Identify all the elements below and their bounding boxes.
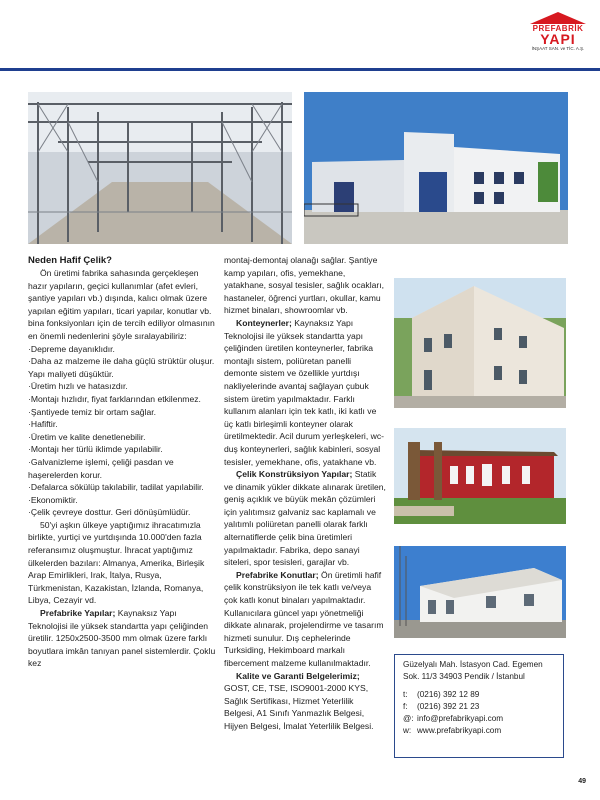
logo-roof-icon [530, 12, 586, 24]
middle-text-column [224, 254, 386, 733]
benefit-item: ·Çelik çevreye dosttur. Geri dönüşümlüdür. [28, 507, 191, 518]
prefab-homes-text: Ön üretimli hafif çelik konstrüksiyon ile tek katlı ve/veya çok katlı konut binaları yapılmaktadır. Kullanıcılara güncel yapı yönetmeliği dikkate alınarak, projelendirme ve tasarım hizmeti sunulur. Dış cephelerinde Turksiding, Hekimboard markalı fibercement malzeme kullanılmaktadır. [224, 569, 384, 668]
benefit-item: ·Depreme dayanıklıdır. [28, 343, 115, 354]
steel-construction-title: Çelik Konstrüksiyon Yapılar; [236, 469, 353, 480]
prefab-homes-title: Prefabrike Konutlar; [236, 569, 319, 580]
benefit-item: ·Daha az malzeme ile daha güçlü strüktür oluşur. Yapı maliyeti düşüktür. [28, 356, 215, 379]
header-rule [0, 68, 600, 71]
section-heading-why-steel: Neden Hafif Çelik? [28, 255, 112, 266]
quality-title: Kalite ve Garanti Belgelerimiz; [236, 670, 360, 681]
contact-phone-row [403, 689, 555, 701]
fax-label: f: [403, 702, 408, 711]
email-label: @: [403, 714, 414, 723]
prefab-buildings-paragraph [28, 607, 218, 670]
warehouse-photo [304, 92, 568, 244]
web-label: w: [403, 726, 412, 735]
fax-value: (0216) 392 21 23 [417, 702, 480, 711]
left-text-column [28, 254, 218, 670]
red-house-photo [394, 428, 566, 524]
benefits-list [28, 343, 218, 519]
contact-address: Güzelyalı Mah. İstasyon Cad. Egemen Sok. 11/3 34903 Pendik / İstanbul [403, 660, 543, 681]
contact-web-row [403, 725, 555, 737]
benefit-item: ·Üretim hızlı ve hatasızdır. [28, 381, 128, 392]
company-logo [530, 12, 586, 60]
export-paragraph: 50'yi aşkın ülkeye yaptığımız ihracatımızla birlikte, yurtiçi ve yurtdışında 10.000'den fazla referansımız oluşmuştur. İhracat yaptığımız ülkelerden bazıları: Almanya, Amerika, Birleşik Arap Emirlikleri, Irak, İtalya, Rusya, Türkmenistan, Kazakistan, İzlanda, Romanya, Libya, Cezayir vd. [28, 519, 205, 606]
containers-text: Kaynaksız Yapı Teknolojisi ile yüksek standartta yapı çeliğinden üretilen konteynerler, fabrika montajlı sistem, poliüretan panelli demonte sistem ve özellikle yurtdışı nakliyelerinde avantaj sağlayan çubuk sistem üretim yapılmaktadır. Farklı kullanım alanları için tek katlı, iki katlı ve üç katlı birleşimli konteyner olarak üretilmektedir. Acil durum yerleşkeleri, wc-duş konteynerleri, sağlık kabinleri, sosyal tesisler, yemekhane, ofis, yatakhane vb. [224, 317, 384, 467]
benefit-item: ·Ekonomiktir. [28, 494, 78, 505]
phone-value[interactable]: (0216) 392 12 89 [417, 690, 480, 699]
contact-fax-row [403, 701, 555, 713]
logo-word-1: PREFABRİK [532, 24, 584, 33]
benefit-item: ·Montajı her türlü iklimde yapılabilir. [28, 444, 163, 455]
benefit-item: ·Şantiyede temiz bir ortam sağlar. [28, 406, 157, 417]
prefab-buildings-title: Prefabrike Yapılar; [40, 608, 116, 619]
steel-construction-text: Statik ve dinamik yükler dikkate alınarak üretilen, geniş açıklık ve büyük mekân çözümleri için yalıtımsız galvaniz sac kaplamalı ve yalıtımlı poliüretan panelli olarak farklı alternatiflerde çelik bina üretimleri yapılmaktadır. Fabrika, depo sanayi siteleri, spor tesisleri, garajlar vb. [224, 469, 386, 568]
containers-title: Konteynerler; [236, 317, 292, 328]
contact-box [394, 654, 564, 758]
benefit-item: ·Galvanizleme işlemi, çeliği pasdan ve haşerelerden korur. [28, 456, 174, 480]
benefit-item: ·Montajı hızlıdır, fiyat farklarından etkilenmez. [28, 393, 201, 404]
white-cabin-photo [394, 546, 566, 638]
steel-construction-paragraph [224, 468, 386, 569]
steel-frame-photo [28, 92, 292, 244]
quality-text: GOST, CE, TSE, ISO9001-2000 KYS, Sağlık Sertifikası, Hizmet Yeterlilik Belgesi, A1 Sınıfı Yanmazlık Belgesi, Hijyen Belgesi, İmalat Yeterlilik Belgesi. [224, 683, 374, 731]
prefab-homes-paragraph [224, 569, 386, 670]
logo-word-2: YAPI [540, 31, 576, 47]
benefit-item: ·Hafiftir. [28, 419, 58, 430]
quality-paragraph [224, 670, 386, 733]
email-link[interactable]: info@prefabrikyapi.com [417, 714, 504, 723]
benefit-item: ·Defalarca sökülüp takılabilir, tadilat yapılabilir. [28, 482, 204, 493]
prefab-buildings-text: Kaynaksız Yapı Teknolojisi ile yüksek standartta yapı çeliğinden üretilir. 1250x2500-3500 mm olmak üzere farklı boyutlara imkân tanıyan panel sistemlerdir. Çoklu kez [28, 608, 216, 669]
page-number: 49 [578, 778, 586, 785]
intro-paragraph: Ön üretimi fabrika sahasında gerçekleşen hazır yapıların, geçici kullanımlar (afet evleri, şantiye yapıları vb.) dışında, kalıcı olmak üzere yapılan eğitim yapıları, ticari yapılar, konutlar vb. bina fonksiyonları için de tercih ediliyor olmasının en önemli nedenlerini şöyle sıralayabiliriz: [28, 268, 215, 341]
contact-email-row [403, 713, 555, 725]
containers-paragraph [224, 317, 386, 468]
logo-subtitle: İNŞAAT SAN. ve TİC. A.Ş. [531, 46, 585, 51]
website-link[interactable]: www.prefabrikyapi.com [417, 726, 502, 735]
phone-label: t: [403, 690, 408, 699]
two-storey-building-photo [394, 278, 566, 408]
continued-paragraph: montaj-demontaj olanağı sağlar. Şantiye kamp yapıları, ofis, yemekhane, yatakhane, sosyal tesisler, sağlık ocakları, hastaneler, öğrenci yurtları, okullar, kamu hizmet binaları, showroomlar vb. [224, 255, 385, 316]
benefit-item: ·Üretim ve kalite denetlenebilir. [28, 431, 146, 442]
